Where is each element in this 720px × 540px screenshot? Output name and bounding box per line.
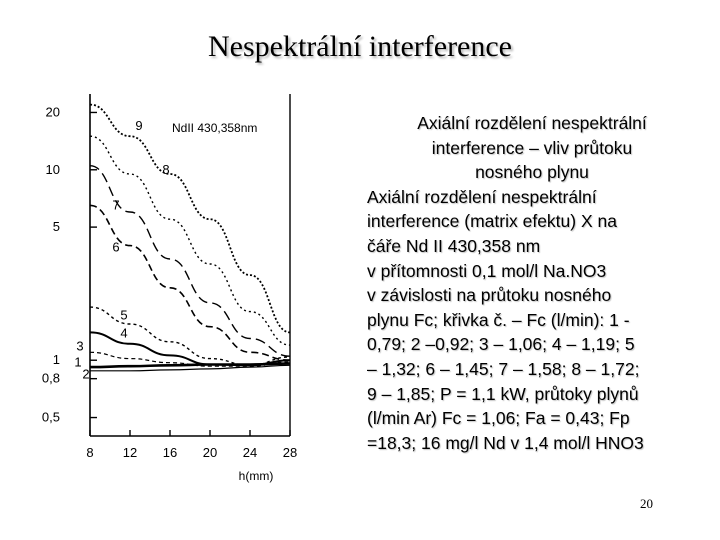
series-label-2: 2 [82, 366, 90, 382]
series-line-9 [90, 105, 290, 333]
y-tick-label: 0,5 [41, 409, 60, 425]
caption-body-line: Axiální rozdělení nespektrální [367, 186, 597, 207]
caption-body-line: (l/min Ar) Fc = 1,06; Fa = 0,43; Fp [367, 408, 630, 429]
x-tick-label: 8 [86, 445, 94, 460]
chart-svg [30, 88, 320, 490]
interference-chart [30, 88, 320, 490]
x-axis-title: h(mm) [238, 469, 274, 483]
caption-body-line: 0,79; 2 –0,92; 3 – 1,06; 4 – 1,19; 5 [367, 334, 635, 355]
x-tick-label: 12 [122, 445, 138, 460]
caption-heading-line: interference – vliv průtoku [431, 137, 633, 158]
x-tick-label: 16 [162, 445, 178, 460]
x-tick-label: 28 [282, 445, 298, 460]
caption-body-line: 9 – 1,85; P = 1,1 kW, průtoky plynů [367, 383, 639, 404]
slide-title: Nespektrální interference [208, 30, 512, 63]
caption-body-line: v přítomnosti 0,1 mol/l Na.NO3 [367, 260, 607, 281]
caption-heading-line: Axiální rozdělení nespektrální [417, 113, 647, 133]
caption-body [367, 185, 697, 456]
x-tick-label: 20 [202, 445, 218, 460]
series-label-5: 5 [120, 307, 128, 323]
chart-annotation: NdII 430,358nm [172, 121, 258, 135]
y-tick-label: 20 [45, 104, 60, 120]
y-tick-label: 10 [45, 161, 60, 177]
caption-heading-line: nosného plynu [475, 162, 589, 183]
series-label-4: 4 [120, 325, 128, 341]
series-label-7: 7 [112, 197, 120, 213]
caption-body-line: interference (matrix efektu) X na [367, 211, 617, 232]
series-label-6: 6 [112, 239, 120, 255]
caption-body-line: čáře Nd II 430,358 nm [367, 235, 541, 256]
caption-body-line: v závislosti na průtoku nosného [367, 285, 612, 306]
caption-heading [367, 111, 697, 185]
series-label-3: 3 [76, 338, 84, 354]
y-tick-label: 0,8 [41, 370, 60, 386]
series-label-1: 1 [74, 354, 82, 370]
caption-body-line: – 1,32; 6 – 1,45; 7 – 1,58; 8 – 1,72; [367, 358, 640, 379]
caption-body-line: =18,3; 16 mg/l Nd v 1,4 mol/l HNO3 [367, 432, 644, 453]
x-tick-label: 24 [242, 445, 258, 460]
series-label-9: 9 [135, 117, 143, 133]
caption-text [367, 111, 697, 455]
series-label-8: 8 [162, 161, 170, 177]
caption-body-line: plynu Fc; křivka č. – Fc (l/min): 1 - [367, 309, 630, 330]
page-number: 20 [640, 496, 653, 511]
y-tick-label: 5 [52, 219, 60, 235]
y-tick-label: 1 [52, 352, 60, 368]
